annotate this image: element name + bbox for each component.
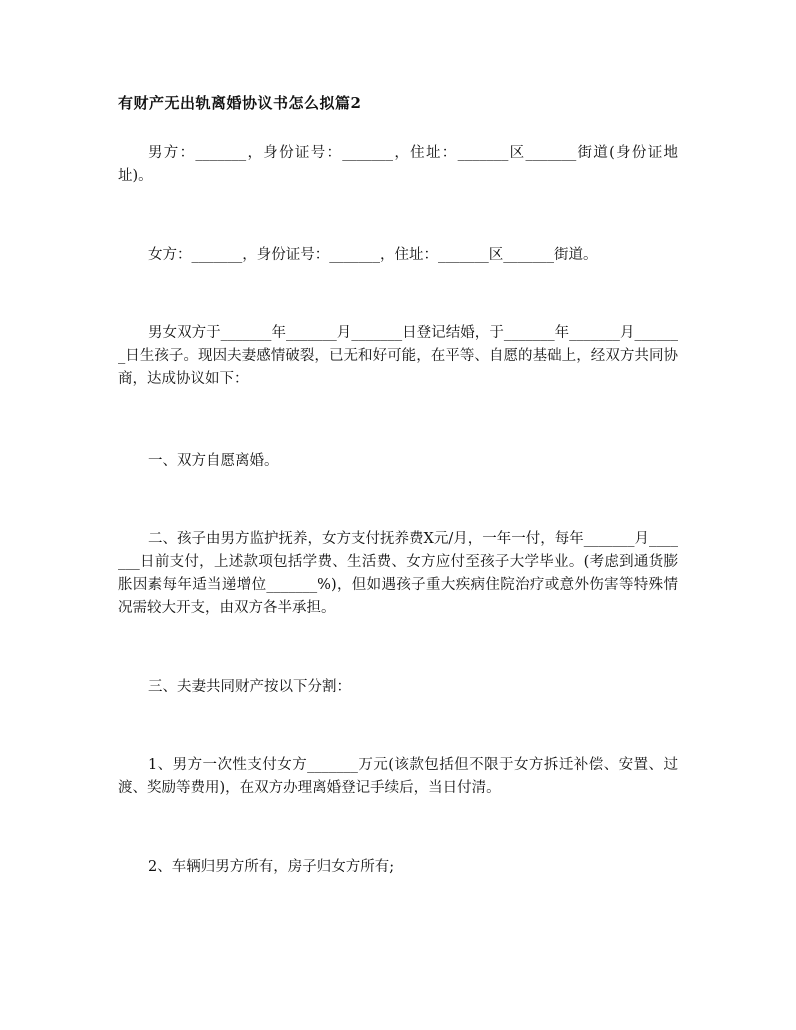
paragraph-clause-1: 一、双方自愿离婚。 — [148, 453, 279, 469]
paragraph-clause-2: 二、孩子由男方监护抚养，女方支付抚养费X元/月，一年一付，每年_______月_______日前支付，上述款项包括学费、生活费、女方应付至孩子大学毕业。(考虑到通货膨胀因素每年适当递增位_______%)，但如遇孩子重大疾病住院治疗或意外伤害等特殊情况需较大开支，由双方各半承担。 — [118, 531, 678, 616]
paragraph-female-party: 女方：_______，身份证号：_______，住址：_______区_______街道。 — [148, 247, 598, 263]
paragraph-marriage-info: 男女双方于_______年_______月_______日登记结婚，于_______年_______月_______日生孩子。现因夫妻感情破裂，已无和好可能，在平等、自愿的基础上，经双方共同协商，达成协议如下： — [118, 325, 678, 387]
document-title: 有财产无出轨离婚协议书怎么拟篇2 — [118, 94, 362, 112]
paragraph-clause-3: 三、夫妻共同财产按以下分割： — [148, 679, 351, 695]
paragraph-clause-3-item-1: 1、男方一次性支付女方_______万元(该款包括但不限于女方拆迁补偿、安置、过渡、奖励等费用)，在双方办理离婚登记手续后，当日付清。 — [118, 757, 678, 796]
paragraph-male-party: 男方：_______，身份证号：_______，住址：_______区_______街道(身份证地址)。 — [118, 145, 678, 184]
paragraph-clause-3-item-2: 2、车辆归男方所有，房子归女方所有; — [148, 859, 395, 875]
